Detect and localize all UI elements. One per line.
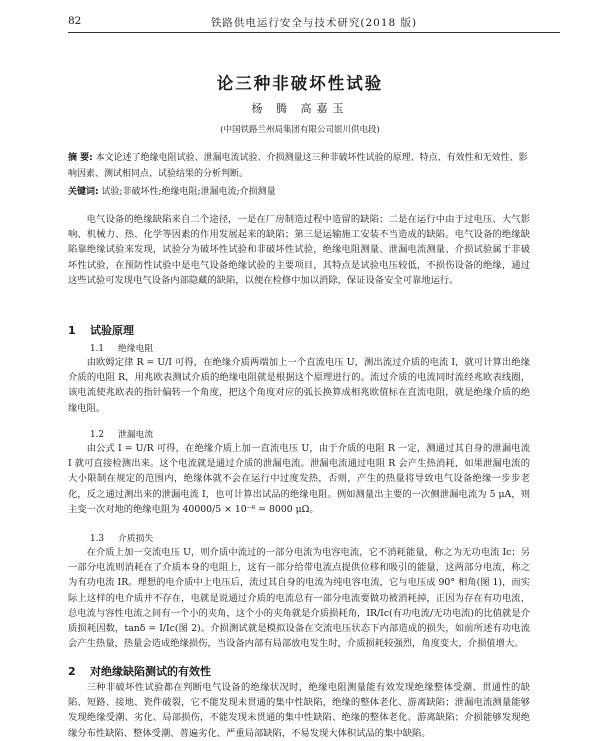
section-2-heading: 2 对绝缘缺陷测试的有效性 [68, 665, 211, 678]
section-1-heading: 1 试验原理 [68, 324, 134, 337]
intro-paragraph: 电气设备的绝缘缺陷来自二个途径，一是在厂房制造过程中造留的缺陷；二是在运行中由于过电压、大气影响、机械力、热、化学等因素的作用发展起来的缺陷；第三是运输施工安装不当造成的缺陷。电气设备的绝缘缺陷靠绝缘试验来发现，试验分为破坏性试验和非破坏性试验，绝缘电阻测量、泄漏电流测量、介损试验属于非破坏性试验，在预防性试验中是电气设备绝缘试验的主要项目，其特点是试验电压较低，不损伤设备的绝缘，通过这些试验可发现电气设备内部隐藏的缺陷，以便在检修中加以消除，保证设备安全可靠地运行。 [68, 214, 530, 286]
abstract-label: 摘 要: [68, 153, 93, 163]
running-header [68, 12, 560, 33]
journal-title: 铁路供电运行安全与技术研究(2018 版) [210, 17, 418, 29]
section-2-text: 三种非破坏性试验都在判断电气设备的绝缘状况时，绝缘电阻测量能有效发现绝缘整体受潮、贯通性的缺陷、短路、接地、瓷件破裂，它不能发现未贯通的集中性缺陷，绝缘的整体老化、游离缺陷；泄漏电流测量能够发现绝缘受潮、劣化、局部损伤，不能发现未贯通的集中性缺陷、绝缘的整体老化、游离缺陷；介损能够发现绝缘分布性缺陷、整体受潮、普遍劣化、严重局部缺陷，不易发现大体积试品的集中缺陷。 [68, 682, 530, 739]
keywords-text: 试验;非破坏性;绝缘电阻;泄漏电流;介损测量 [101, 187, 276, 197]
subsection-1-3-text: 在介质上加一交流电压 U，则介质中流过的一部分电流为电容电流，它不消耗能量，称之为无功电流 Ic；另一部分电流则消耗在了介质本身的电阻上，这有一部分给带电流点提供位移和吸引的能量，这两部分电流，称之为有功电流 IR。理想的电介质中上电压后，流过其自身的电流为纯电容电流，它与电压成 90° 相角(图 1)，而实际上这样的电介质并不存在，电就是说通过介质的电流总有一部分电流要做功被消耗掉，正因为存在有功电流，总电流与容性电流之间有一个小的夹角，这个小的夹角就是介质损耗角，IR/Ic(有功电流/无功电流)的比值就是介质损耗因数，tanδ = I/Ic(图 2)。介损测试就是模拟设备在交流电压状态下内部造成的损失，如前所述有功电流会产生热量，热量会造成绝缘损伤，当设备内部有局部放电发生时，介质损耗较强烈，角度变大，介损值增大。 [68, 547, 530, 650]
abstract [68, 150, 530, 182]
subsection-1-3-heading: 1.3 介质损失 [90, 534, 154, 544]
subsection-1-1-text: 由欧姆定律 R = U/I 可得，在绝缘介质两端加上一个直流电压 U，测出流过介质的电流 I，就可计算出绝缘介质的电阻 R，用兆欧表测试介质的绝缘电阻就是根据这个原理进行的。流过介质的电流同时流经兆欧表线圈，该电流使兆欧表的指针偏转一个角度，把这个角度对应的弧长换算成相兆欧值标在直流电阻，就是绝缘介质的绝缘电阻。 [68, 357, 530, 414]
subsection-1-2-text: 由公式 I = U/R 可得，在绝缘介质上加一直流电压 U，由于介质的电阻 R 一定，测通过其自身的泄漏电流 I 就可直接检测出来。这个电流就是通过介质的泄漏电流。泄漏电流通过电阻 R 会产生热消耗，如果泄漏电流的大小限制在规定的范围内，绝缘体就不会在运行中过度发热，否则，产生的热量将导致电气设备绝缘一步步老化，反之通过测出来的泄漏电流 I，也可计算出试品的绝缘电阻。例如测量出主要的一次侧泄漏电流为 5 μA，则主变一次对地的绝缘电阻为 40000/5 × 10⁻⁶ = 8000 μΩ。 [68, 443, 530, 515]
paper-authors: 杨 腾 高嘉玉 [251, 102, 349, 115]
page-number: 82 [68, 15, 82, 27]
paper-title: 论三种非破坏性试验 [216, 74, 384, 93]
keywords-label: 关键词: [68, 187, 99, 197]
author-affiliation: (中国铁路兰州局集团有限公司银川供电段) [220, 125, 380, 135]
abstract-text: 本文论述了绝缘电阻试验、泄漏电流试验、介损测量这三种非破坏性试验的原理、特点、有效性和无效性、影响因素、测试相同点、试验结果的分析判断。 [68, 153, 528, 179]
keywords [68, 184, 530, 200]
subsection-1-1-heading: 1.1 绝缘电阻 [90, 344, 154, 354]
subsection-1-2-heading: 1.2 泄漏电流 [90, 430, 154, 440]
